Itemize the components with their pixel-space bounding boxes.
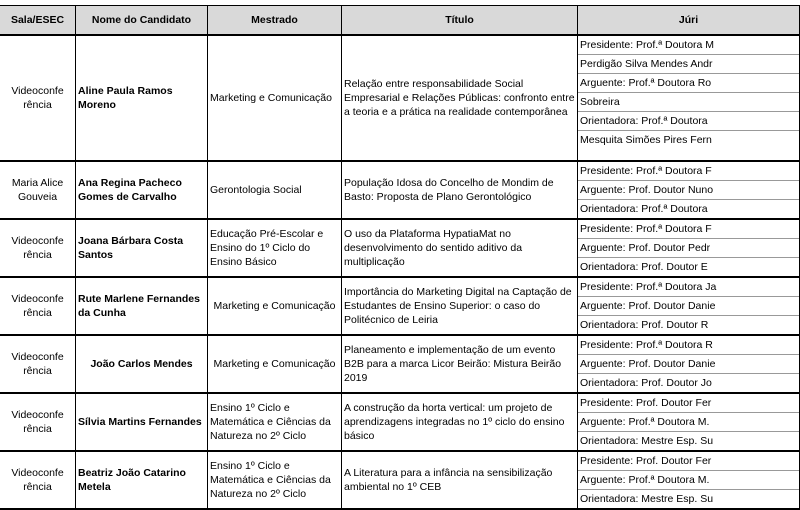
cell-sala[interactable] <box>0 277 76 335</box>
cell-mestrado[interactable]: Educação Pré-Escolar e Ensino do 1º Ciclo do Ensino Básico <box>208 219 342 277</box>
cell-juri[interactable] <box>578 219 800 277</box>
cell-titulo[interactable]: Planeamento e implementação de um evento B2B para a marca Licor Beirão: Mistura Beirão 2019 <box>342 335 578 393</box>
juri-line: Orientadora: Prof.ª Doutora <box>580 203 708 215</box>
cell-juri[interactable] <box>578 393 800 451</box>
juri-line: Presidente: Prof.ª Doutora R <box>578 336 799 355</box>
sala-text: Videoconfe rência <box>11 466 64 493</box>
cell-titulo[interactable]: O uso da Plataforma HypatiaMat no desenvolvimento do sentido aditivo da multiplicação <box>342 219 578 277</box>
cell-sala[interactable] <box>0 451 76 509</box>
cell-nome[interactable]: Ana Regina Pacheco Gomes de Carvalho <box>76 161 208 219</box>
juri-line: Orientadora: Prof. Doutor E <box>580 261 708 273</box>
juri-line: Presidente: Prof.ª Doutora F <box>578 162 799 181</box>
cell-nome[interactable]: Rute Marlene Fernandes da Cunha <box>76 277 208 335</box>
sala-text: Videoconfe rência <box>11 292 64 319</box>
cell-sala[interactable] <box>0 393 76 451</box>
table-row <box>0 219 800 277</box>
table-row <box>0 335 800 393</box>
juri-line: Arguente: Prof.ª Doutora M. <box>578 413 799 432</box>
cell-nome[interactable]: Sílvia Martins Fernandes <box>76 393 208 451</box>
cell-juri[interactable] <box>578 335 800 393</box>
cell-titulo[interactable]: A construção da horta vertical: um projeto de aprendizagens integradas no 1º ciclo do ensino básico <box>342 393 578 451</box>
table-row <box>0 393 800 451</box>
cell-juri[interactable] <box>578 451 800 509</box>
juri-line: Orientadora: Prof. Doutor Jo <box>580 377 712 389</box>
juri-line: Presidente: Prof.ª Doutora F <box>578 220 799 239</box>
cell-mestrado[interactable]: Marketing e Comunicação <box>208 277 342 335</box>
table-row <box>0 161 800 219</box>
juri-line: Orientadora: Mestre Esp. Su <box>580 493 714 505</box>
header-row <box>0 6 800 36</box>
header-juri: Júri <box>578 6 800 36</box>
juri-line: Mesquita Simões Pires Fern <box>580 134 712 146</box>
cell-titulo[interactable]: A Literatura para a infância na sensibilização ambiental no 1º CEB <box>342 451 578 509</box>
cell-titulo[interactable]: Importância do Marketing Digital na Captação de Estudantes de Ensino Superior: o caso do Politécnico de Leiria <box>342 277 578 335</box>
table-row <box>0 451 800 509</box>
juri-line: Arguente: Prof. Doutor Pedr <box>578 239 799 258</box>
cell-nome[interactable]: Beatriz João Catarino Metela <box>76 451 208 509</box>
juri-line: Presidente: Prof.ª Doutora M <box>578 36 799 55</box>
cell-mestrado[interactable]: Ensino 1º Ciclo e Matemática e Ciências da Natureza no 2º Ciclo <box>208 451 342 509</box>
table-row <box>0 277 800 335</box>
juri-line: Orientadora: Mestre Esp. Su <box>580 435 714 447</box>
candidates-table <box>0 5 800 510</box>
header-nome: Nome do Candidato <box>76 6 208 36</box>
cell-sala[interactable]: Maria Alice Gouveia <box>0 161 76 219</box>
juri-line: Perdigão Silva Mendes Andr <box>578 55 799 74</box>
juri-line: Arguente: Prof.ª Doutora Ro <box>578 74 799 93</box>
juri-line: Arguente: Prof. Doutor Nuno <box>578 181 799 200</box>
header-titulo: Título <box>342 6 578 36</box>
juri-line: Presidente: Prof. Doutor Fer <box>578 394 799 413</box>
juri-line: Arguente: Prof. Doutor Danie <box>578 355 799 374</box>
juri-line: Arguente: Prof.ª Doutora M. <box>578 471 799 490</box>
table-row <box>0 35 800 161</box>
juri-line: Arguente: Prof. Doutor Danie <box>578 297 799 316</box>
header-mestrado: Mestrado <box>208 6 342 36</box>
cell-nome[interactable]: Aline Paula Ramos Moreno <box>76 35 208 161</box>
juri-line: Orientadora: Prof.ª Doutora <box>578 112 799 131</box>
cell-juri[interactable] <box>578 277 800 335</box>
cell-mestrado[interactable]: Gerontologia Social <box>208 161 342 219</box>
cell-mestrado[interactable]: Marketing e Comunicação <box>208 335 342 393</box>
header-sala: Sala/ESEC <box>0 6 76 36</box>
juri-line: Presidente: Prof.ª Doutora Ja <box>578 278 799 297</box>
cell-nome[interactable]: Joana Bárbara Costa Santos <box>76 219 208 277</box>
cell-mestrado[interactable]: Ensino 1º Ciclo e Matemática e Ciências da Natureza no 2º Ciclo <box>208 393 342 451</box>
cell-sala[interactable] <box>0 335 76 393</box>
cell-mestrado[interactable]: Marketing e Comunicação <box>208 35 342 161</box>
juri-line: Sobreira <box>578 93 799 112</box>
cell-titulo[interactable]: Relação entre responsabilidade Social Empresarial e Relações Públicas: confronto entre a teoria e a prática na realidade contemporânea <box>342 35 578 161</box>
sala-text: Videoconfe rência <box>11 350 64 377</box>
juri-line: Orientadora: Prof. Doutor R <box>580 319 709 331</box>
sala-text: Videoconfe rência <box>11 84 64 111</box>
sala-text: Videoconfe rência <box>11 408 64 435</box>
cell-juri[interactable] <box>578 161 800 219</box>
cell-juri[interactable] <box>578 35 800 161</box>
cell-sala[interactable] <box>0 219 76 277</box>
sala-text: Videoconfe rência <box>11 234 64 261</box>
cell-titulo[interactable]: População Idosa do Concelho de Mondim de Basto: Proposta de Plano Gerontológico <box>342 161 578 219</box>
cell-sala[interactable] <box>0 35 76 161</box>
juri-line: Presidente: Prof. Doutor Fer <box>578 452 799 471</box>
cell-nome[interactable]: João Carlos Mendes <box>76 335 208 393</box>
